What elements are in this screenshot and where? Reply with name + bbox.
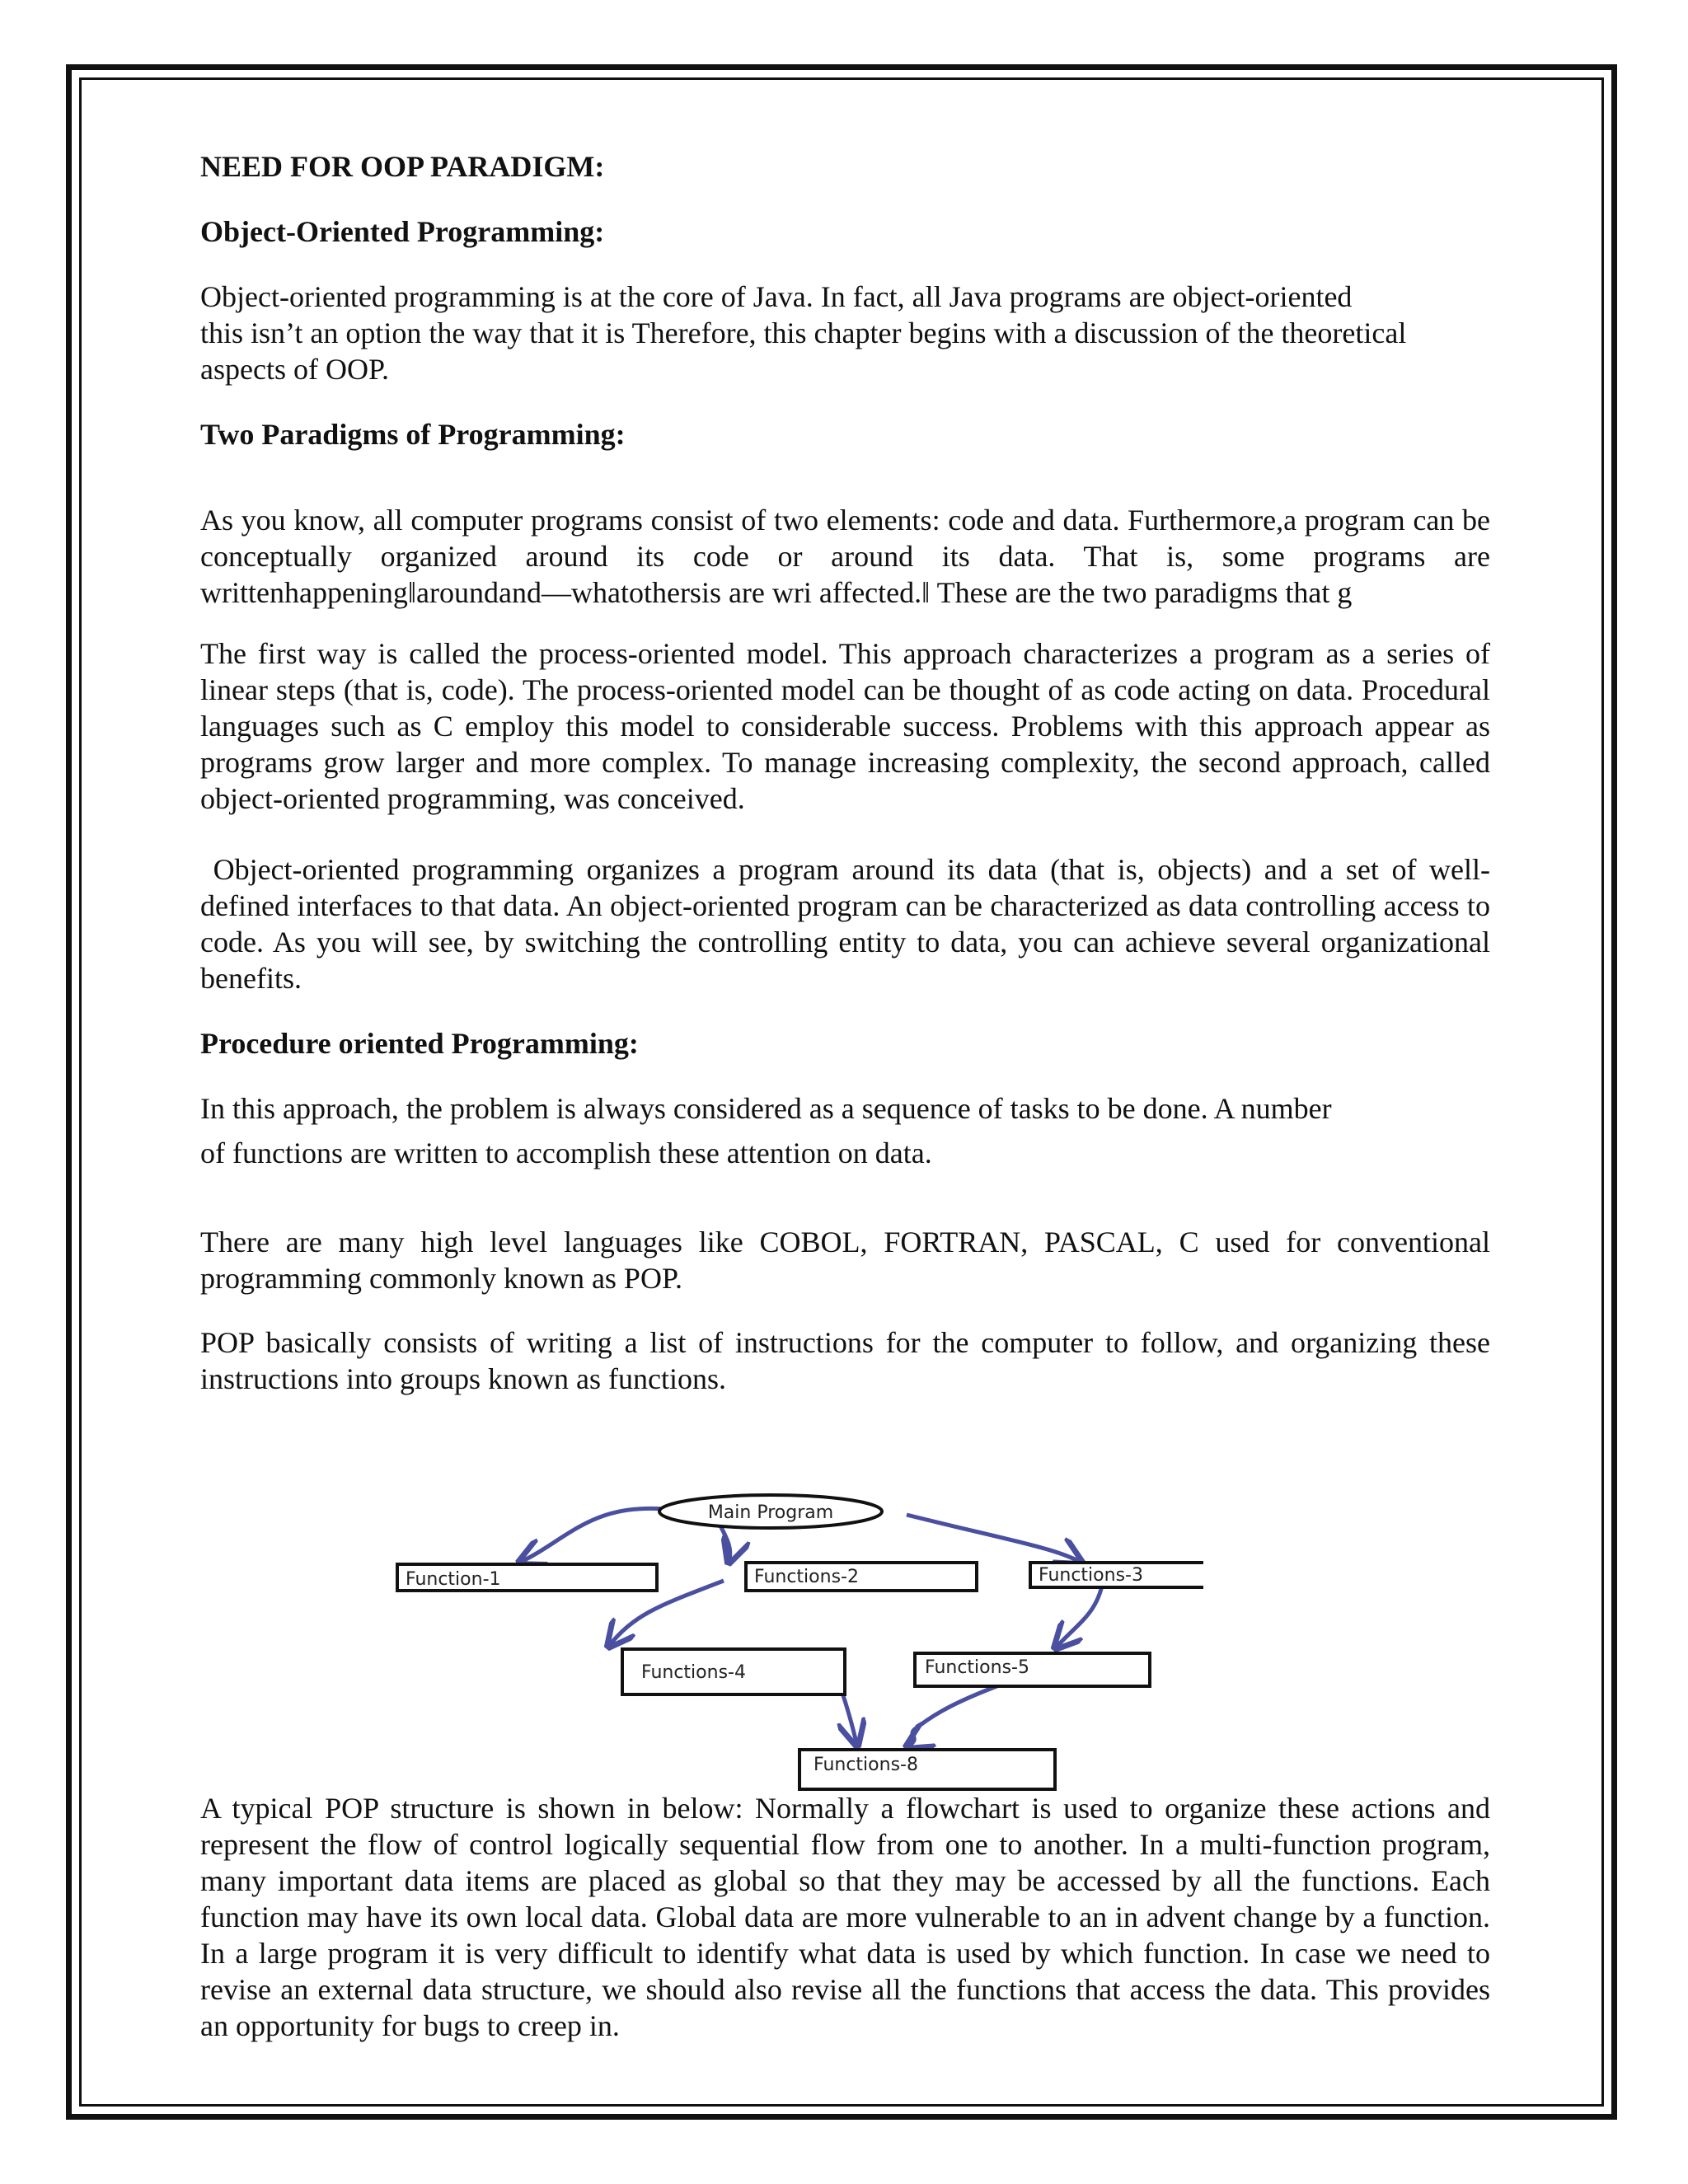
paragraph-object-oriented: Object-oriented programming organizes a program around its data (that is, objects) and a set of well-defined interfaces to that data. An object-oriented program can be characterized as data controlling access to code. As you will see, by switching the controlling entity to data, you can achieve several organizational benefits. [200,853,1498,995]
oop-intro-line-1: Object-oriented programming is at the core of Java. In fact, all Java programs are object-oriented [200,280,1353,313]
paragraph-oop-intro [200,279,1490,387]
function-5-label: Functions-5 [925,1657,1029,1678]
heading-oop: Object-Oriented Programming: [200,215,605,248]
function-8-label: Functions-8 [814,1755,918,1775]
document-body [200,148,1498,1397]
paragraph-pop-structure: A typical POP structure is shown in below: Normally a flowchart is used to organize these actions and represent the flow of control logically sequential flow from one to another. In a multi-function program, many important data items are placed as global so that they may be accessed by all the functions. Each function may have its own local data. Global data are more vulnerable to an in advent change by a function. In a large program it is very difficult to identify what data is used by which function. In case we need to revise an external data structure, we should also revise all the functions that access the data. This provides an opportunity for bugs to creep in. [200,1792,1490,2042]
function-2-label: Functions-2 [754,1567,859,1587]
pop-approach-line-2: of functions are written to accomplish these attention on data. [200,1137,932,1169]
arrow-main-to-f1 [519,1508,680,1563]
paragraph-languages: There are many high level languages like COBOL, FORTRAN, PASCAL, C used for conventional programming commonly known as POP. [200,1226,1490,1295]
main-program-label: Main Program [707,1502,834,1523]
arrow-f5-to-f8 [907,1683,1006,1747]
pop-approach-line-1: In this approach, the problem is always considered as a sequence of tasks to be done. A number [200,1092,1332,1125]
oop-intro-line-2: this isn’t an option the way that it is Therefore, this chapter begins with a discussion of the theoretical [200,316,1407,349]
heading-need-for-oop: NEED FOR OOP PARADIGM: [200,150,605,183]
function-3-label: Functions-3 [1039,1565,1143,1586]
heading-pop: Procedure oriented Programming: [200,1027,639,1060]
function-4-label: Functions-4 [641,1662,746,1683]
paragraph-process-oriented: The first way is called the process-oriented model. This approach characterizes a program as a series of linear steps (that is, code). The process-oriented model can be thought of as code acting on data. Procedural languages such as C employ this model to considerable success. Problems with this approach appear as programs grow larger and more complex. To manage increasing complexity, the second approach, called object-oriented programming, was conceived. [200,637,1490,815]
arrow-f3-to-f5 [1055,1582,1103,1648]
arrow-f4-to-f8 [841,1688,857,1746]
function-1-label: Function-1 [406,1569,501,1590]
heading-two-paradigms: Two Paradigms of Programming: [200,418,626,451]
oop-intro-line-3: aspects of OOP. [200,353,389,386]
paragraph-pop-approach [200,1090,1490,1171]
pop-structure-diagram [379,1490,1203,1791]
paragraph-pop-basics: POP basically consists of writing a list of instructions for the computer to follow, and organizing these instructions into groups known as functions. [200,1326,1490,1395]
diagram-arrows [519,1508,1103,1747]
arrow-main-to-f3 [907,1515,1081,1563]
paragraph-two-paradigms: As you know, all computer programs consist of two elements: code and data. Furthermore,a program can be conceptually organized around its code or around its data. That is, some programs are writtenhappening‖aroundand―whatothersis are wri affected.‖ These are the two paradigms that g [200,504,1490,609]
